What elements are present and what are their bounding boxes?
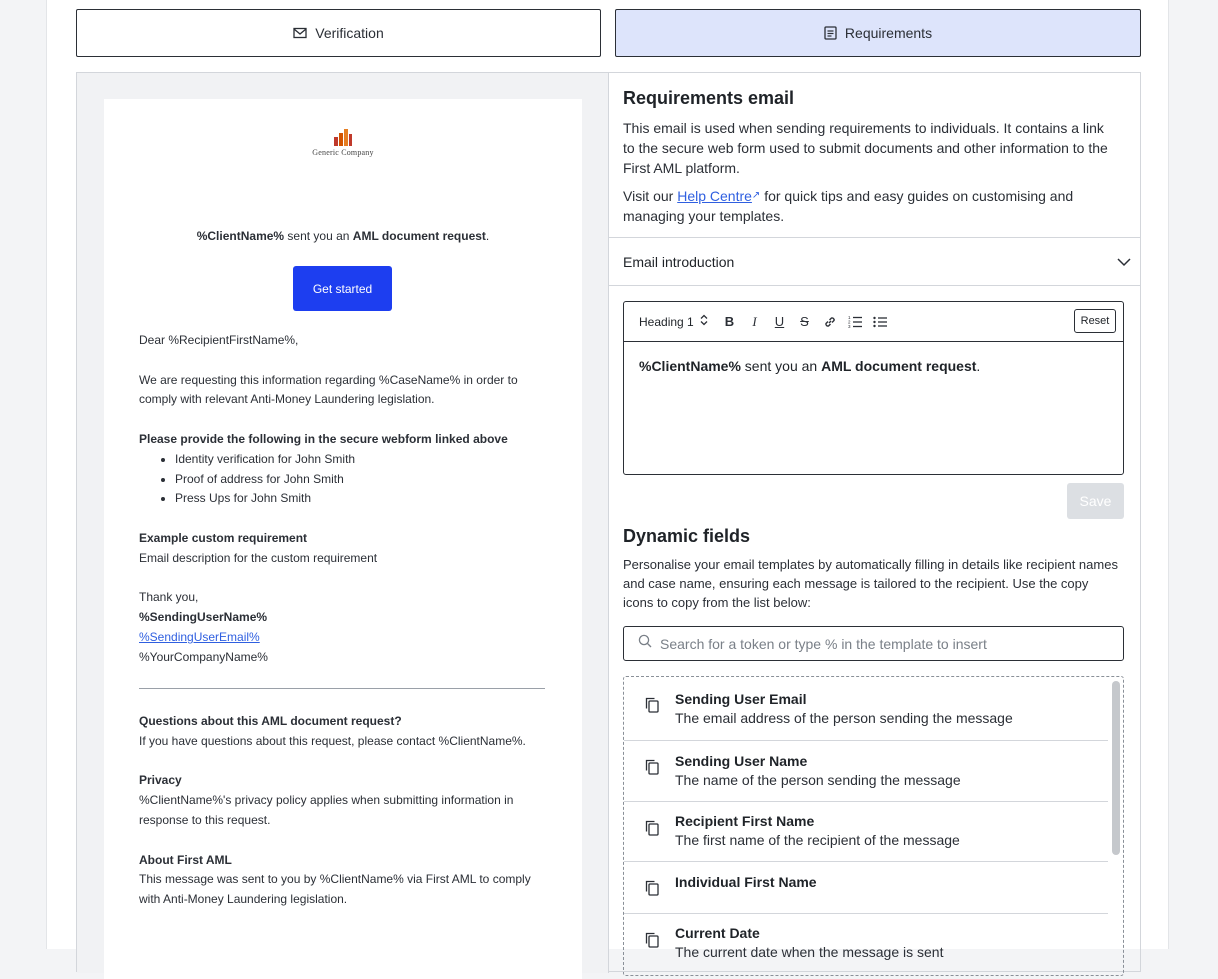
external-link-icon: ↗ [751, 190, 761, 201]
help-prefix: Visit our [623, 188, 678, 204]
editor-content[interactable] [624, 342, 1123, 390]
email-body [139, 331, 549, 668]
field-name: Recipient First Name [675, 813, 815, 829]
sender-email-link[interactable]: %SendingUserEmail% [139, 629, 260, 644]
headline-doc: AML document request [352, 229, 486, 243]
dynamic-fields-title: Dynamic fields [623, 526, 751, 546]
tab-requirements-label: Requirements [844, 25, 933, 41]
list-item [624, 862, 1108, 914]
list-item [624, 802, 1108, 862]
custom-requirement-heading: Example custom requirement [139, 530, 308, 545]
questions-heading: Questions about this AML document request? [139, 714, 402, 728]
token-search [623, 626, 1124, 661]
email-preview [104, 99, 582, 979]
link-icon[interactable] [817, 312, 842, 332]
intro-text: We are requesting this information regarding %CaseName% in order to comply with relevant Anti-Money Laundering legislation. [139, 372, 518, 407]
privacy-heading: Privacy [139, 773, 182, 788]
search-input[interactable] [660, 636, 1100, 652]
about-heading: About First AML [139, 852, 232, 867]
strikethrough-icon[interactable]: S [800, 314, 809, 329]
copy-icon[interactable] [645, 697, 659, 718]
logo-bars-icon [309, 128, 377, 148]
page [46, 0, 1169, 960]
company-logo [309, 128, 377, 160]
field-name: Individual First Name [675, 874, 817, 890]
reset-button[interactable]: Reset [1074, 309, 1116, 333]
field-desc: The current date when the message is sent [675, 944, 944, 960]
list-item: • Identity verification for John Smith [175, 450, 549, 470]
dynamic-fields-description: Personalise your email templates by automatically filling in details like recipient names and case name, ensuring each message is tailored to the recipient. Use the copy icons to copy from the list below: [623, 557, 1118, 610]
svg-text:1: 1 [847, 315, 851, 320]
greeting: Dear %RecipientFirstName%, [139, 333, 299, 347]
editor-client: %ClientName% [639, 358, 741, 374]
field-name: Sending User Email [675, 691, 807, 707]
italic-icon[interactable]: I [752, 313, 757, 329]
requirements-list [139, 450, 549, 509]
updown-icon [700, 314, 708, 329]
search-icon [638, 634, 652, 653]
template-editor-panel [76, 72, 1141, 972]
headline-end: . [485, 229, 490, 243]
svg-text:3: 3 [847, 324, 851, 329]
editor-end: . [976, 358, 981, 374]
sender-name: %SendingUserName% [139, 610, 268, 625]
email-headline [104, 229, 582, 243]
help-text [623, 186, 1118, 226]
bullet-list-icon[interactable] [867, 312, 892, 332]
field-name: Current Date [675, 925, 760, 941]
copy-icon[interactable] [645, 932, 659, 953]
company-name: %YourCompanyName% [139, 649, 268, 664]
underline-icon[interactable]: U [774, 314, 785, 329]
questions-text: If you have questions about this request, please contact %ClientName%. [139, 733, 526, 748]
style-select-value: Heading 1 [639, 314, 694, 329]
page-title: Requirements email [623, 88, 795, 108]
list-scrollbar[interactable] [1112, 681, 1120, 855]
editor-doc: AML document request [821, 358, 977, 374]
chevron-down-icon [1116, 254, 1132, 273]
svg-text:2: 2 [847, 319, 851, 325]
list-item [624, 677, 1108, 741]
headline-client: %ClientName% [196, 229, 285, 243]
about-text: This message was sent to you by %ClientName% via First AML to comply with Anti-Money Laundering legislation. [139, 872, 531, 907]
list-item: • Proof of address for John Smith [175, 470, 549, 490]
help-suffix: for quick tips and easy guides on customising and managing your templates. [623, 188, 1074, 224]
settings-description: This email is used when sending requirements to individuals. It contains a link to the secure web form used to submit documents and other information to the First AML platform. [623, 120, 1108, 176]
field-desc: The first name of the recipient of the message [675, 832, 960, 848]
accordion-label: Email introduction [623, 253, 735, 270]
privacy-text: %ClientName%'s privacy policy applies when submitting information in response to this request. [139, 793, 514, 827]
requirements-heading: Please provide the following in the secure webform linked above [139, 431, 508, 446]
editor-toolbar [624, 302, 1123, 342]
field-name: Sending User Name [675, 753, 808, 769]
email-footer [139, 712, 549, 910]
list-item: • Press Ups for John Smith [175, 489, 549, 509]
field-desc: The name of the person sending the message [675, 772, 961, 788]
style-select[interactable] [639, 314, 717, 329]
thanks-text: Thank you, [139, 590, 199, 605]
field-desc: The email address of the person sending the message [675, 710, 1013, 726]
ordered-list-icon[interactable] [842, 312, 867, 332]
copy-icon[interactable] [645, 759, 659, 780]
bold-icon[interactable]: B [724, 314, 735, 329]
list-item [624, 741, 1108, 802]
tab-verification[interactable] [76, 9, 601, 57]
document-icon [824, 26, 837, 40]
copy-icon[interactable] [645, 820, 659, 841]
dynamic-fields-list [623, 676, 1124, 976]
rich-text-editor [623, 301, 1124, 475]
email-introduction-accordion[interactable] [609, 237, 1140, 286]
settings-header [623, 88, 1118, 226]
custom-requirement-desc: Email description for the custom requirement [139, 550, 378, 565]
email-preview-area [77, 73, 609, 973]
envelope-icon [293, 27, 307, 39]
copy-icon[interactable] [645, 880, 659, 901]
settings-panel [609, 73, 1140, 973]
editor-mid: sent you an [740, 358, 822, 374]
headline-mid: sent you an [284, 229, 353, 243]
list-item [624, 914, 1108, 974]
save-button[interactable]: Save [1067, 483, 1124, 519]
tab-verification-label: Verification [315, 25, 384, 41]
tab-requirements[interactable] [615, 9, 1141, 57]
logo-text: Generic Company [312, 148, 374, 157]
divider [139, 688, 545, 689]
help-centre-link[interactable]: Help Centre [677, 188, 752, 204]
get-started-button[interactable]: Get started [293, 266, 392, 311]
dynamic-fields-section [623, 526, 1118, 612]
